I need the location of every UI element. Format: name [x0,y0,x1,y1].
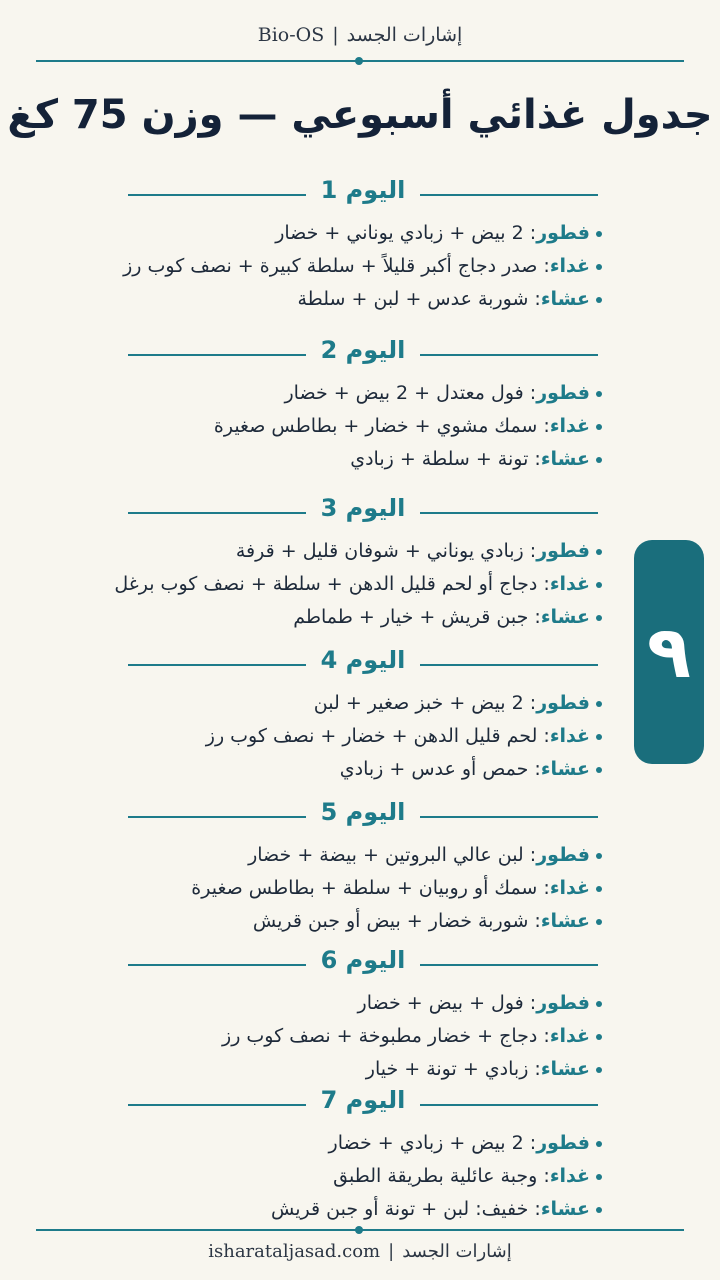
day-section [0,798,720,939]
meal-text: غداء: لحم قليل الدهن + خضار + نصف كوب رز [205,725,590,747]
day-label: اليوم 6 [320,946,406,974]
meal-type: عشاء [540,910,590,932]
meal-description: جبن قريش + خيار + طماطم [293,606,529,628]
meal-list [0,536,720,635]
heading-rule [420,664,598,666]
bullet-dot [596,919,602,925]
page-title: جدول غذائي أسبوعي — وزن 75 كغ [7,92,713,138]
meal-text: غداء: سمك أو روبيان + سلطة + بطاطس صغيرة [191,877,590,899]
footer [0,1241,720,1262]
day-heading [0,336,720,372]
meal-type: فطور [536,692,590,714]
day-label: اليوم 7 [320,1086,406,1114]
meal-type: عشاء [540,448,590,470]
bullet-dot [596,701,602,707]
meal-type: عشاء [540,288,590,310]
day-section [0,646,720,787]
bullet-dot [596,264,602,270]
heading-rule [420,816,598,818]
meal-type: غداء [549,415,590,437]
heading-rule [128,1104,306,1106]
website-link[interactable]: isharataljasad.com [208,1241,381,1262]
page-number-tab: ٩ [634,540,704,764]
top-divider [36,60,684,62]
day-heading [0,494,720,530]
brand-header [0,24,720,46]
meal-type: غداء [549,725,590,747]
meal-type: غداء [549,573,590,595]
meal-description: دجاج + خضار مطبوخة + نصف كوب رز [222,1025,538,1047]
heading-rule [420,354,598,356]
day-heading [0,1086,720,1122]
meal-item [0,569,720,602]
bullet-dot [596,582,602,588]
day-label: اليوم 2 [320,336,406,364]
brand-separator: | [332,24,339,46]
meal-description: لبن عالي البروتين + بيضة + خضار [248,844,524,866]
meal-item [0,1128,720,1161]
meal-text: غداء: وجبة عائلية بطريقة الطبق [333,1165,590,1187]
meal-text: عشاء: تونة + سلطة + زبادي [350,448,590,470]
meal-text: فطور: فول + بيض + خضار [357,992,590,1014]
meal-description: تونة + سلطة + زبادي [350,448,529,470]
meal-type: فطور [536,992,590,1014]
meal-description: صدر دجاج أكبر قليلاً + سلطة كبيرة + نصف كوب رز [123,255,538,277]
meal-item [0,1021,720,1054]
meal-description: فول معتدل + 2 بيض + خضار [284,382,524,404]
day-heading [0,646,720,682]
meal-type: فطور [536,382,590,404]
meal-item [0,251,720,284]
bullet-dot [596,853,602,859]
bullet-dot [596,457,602,463]
meal-list [0,988,720,1087]
meal-text: عشاء: جبن قريش + خيار + طماطم [293,606,590,628]
meal-description: 2 بيض + خبز صغير + لبن [313,692,524,714]
heading-rule [128,512,306,514]
divider-dot [355,1226,363,1234]
meal-item [0,536,720,569]
meal-type: غداء [549,877,590,899]
meal-list [0,218,720,317]
meal-type: فطور [536,844,590,866]
meal-item [0,1194,720,1227]
meal-item [0,873,720,906]
heading-rule [128,664,306,666]
meal-list [0,1128,720,1227]
meal-item [0,688,720,721]
meal-type: عشاء [540,1198,590,1220]
bullet-dot [596,1034,602,1040]
meal-description: زبادي يوناني + شوفان قليل + قرفة [235,540,524,562]
meal-text: عشاء: شوربة عدس + لبن + سلطة [297,288,590,310]
meal-item [0,1161,720,1194]
meal-item [0,721,720,754]
bullet-dot [596,767,602,773]
meal-item [0,602,720,635]
day-label: اليوم 1 [320,176,406,204]
meal-item [0,218,720,251]
meal-text: فطور: 2 بيض + زبادي + خضار [328,1132,590,1154]
meal-type: عشاء [540,1058,590,1080]
bullet-dot [596,549,602,555]
meal-description: حمص أو عدس + زبادي [339,758,529,780]
heading-rule [420,964,598,966]
bullet-dot [596,615,602,621]
heading-rule [128,816,306,818]
footer-separator: | [388,1241,395,1262]
day-section [0,494,720,635]
day-label: اليوم 5 [320,798,406,826]
meal-text: غداء: سمك مشوي + خضار + بطاطس صغيرة [213,415,590,437]
meal-description: خفيف: لبن + تونة أو جبن قريش [271,1198,529,1220]
bullet-dot [596,297,602,303]
meal-text: غداء: دجاج أو لحم قليل الدهن + سلطة + نصف كوب برغل [114,573,590,595]
meal-type: فطور [536,540,590,562]
heading-rule [128,964,306,966]
heading-rule [420,194,598,196]
bullet-dot [596,1067,602,1073]
meal-description: شوربة خضار + بيض أو جبن قريش [252,910,529,932]
meal-description: شوربة عدس + لبن + سلطة [297,288,529,310]
meal-list [0,378,720,477]
meal-text: فطور: فول معتدل + 2 بيض + خضار [284,382,590,404]
meal-text: فطور: 2 بيض + خبز صغير + لبن [313,692,590,714]
bullet-dot [596,734,602,740]
meal-type: عشاء [540,758,590,780]
meal-description: دجاج أو لحم قليل الدهن + سلطة + نصف كوب برغل [114,573,538,595]
brand-name-arabic: إشارات الجسد [346,24,463,46]
meal-type: فطور [536,222,590,244]
day-section [0,946,720,1087]
meal-text: فطور: 2 بيض + زبادي يوناني + خضار [275,222,590,244]
heading-rule [420,1104,598,1106]
meal-description: سمك مشوي + خضار + بطاطس صغيرة [213,415,538,437]
bullet-dot [596,1141,602,1147]
meal-description: سمك أو روبيان + سلطة + بطاطس صغيرة [191,877,538,899]
meal-text: غداء: صدر دجاج أكبر قليلاً + سلطة كبيرة + نصف كوب رز [123,255,590,277]
meal-type: عشاء [540,606,590,628]
day-label: اليوم 3 [320,494,406,522]
day-label: اليوم 4 [320,646,406,674]
bullet-dot [596,1001,602,1007]
meal-item [0,444,720,477]
heading-rule [420,512,598,514]
meal-type: غداء [549,255,590,277]
day-section [0,336,720,477]
meal-description: وجبة عائلية بطريقة الطبق [333,1165,538,1187]
bullet-dot [596,1207,602,1213]
meal-item [0,988,720,1021]
meal-item [0,1054,720,1087]
meal-description: فول + بيض + خضار [357,992,524,1014]
bottom-divider [36,1229,684,1231]
meal-text: عشاء: زبادي + تونة + خيار [365,1058,590,1080]
meal-list [0,688,720,787]
meal-text: عشاء: شوربة خضار + بيض أو جبن قريش [252,910,590,932]
meal-type: غداء [549,1165,590,1187]
meal-text: فطور: زبادي يوناني + شوفان قليل + قرفة [235,540,590,562]
meal-description: زبادي + تونة + خيار [365,1058,529,1080]
day-heading [0,798,720,834]
meal-text: عشاء: خفيف: لبن + تونة أو جبن قريش [271,1198,590,1220]
meal-item [0,840,720,873]
meal-description: 2 بيض + زبادي + خضار [328,1132,524,1154]
meal-type: فطور [536,1132,590,1154]
footer-brand-arabic: إشارات الجسد [402,1241,512,1262]
bullet-dot [596,1174,602,1180]
meal-list [0,840,720,939]
bullet-dot [596,231,602,237]
meal-description: 2 بيض + زبادي يوناني + خضار [275,222,524,244]
meal-text: فطور: لبن عالي البروتين + بيضة + خضار [248,844,590,866]
bullet-dot [596,886,602,892]
meal-item [0,754,720,787]
meal-text: غداء: دجاج + خضار مطبوخة + نصف كوب رز [222,1025,590,1047]
meal-item [0,284,720,317]
meal-text: عشاء: حمص أو عدس + زبادي [339,758,590,780]
day-section [0,1086,720,1227]
meal-item [0,378,720,411]
heading-rule [128,194,306,196]
day-heading [0,176,720,212]
brand-name-english: Bio-OS [257,24,325,46]
heading-rule [128,354,306,356]
day-section [0,176,720,317]
day-heading [0,946,720,982]
bullet-dot [596,424,602,430]
meal-item [0,411,720,444]
bullet-dot [596,391,602,397]
meal-description: لحم قليل الدهن + خضار + نصف كوب رز [205,725,538,747]
meal-type: غداء [549,1025,590,1047]
divider-dot [355,57,363,65]
meal-item [0,906,720,939]
